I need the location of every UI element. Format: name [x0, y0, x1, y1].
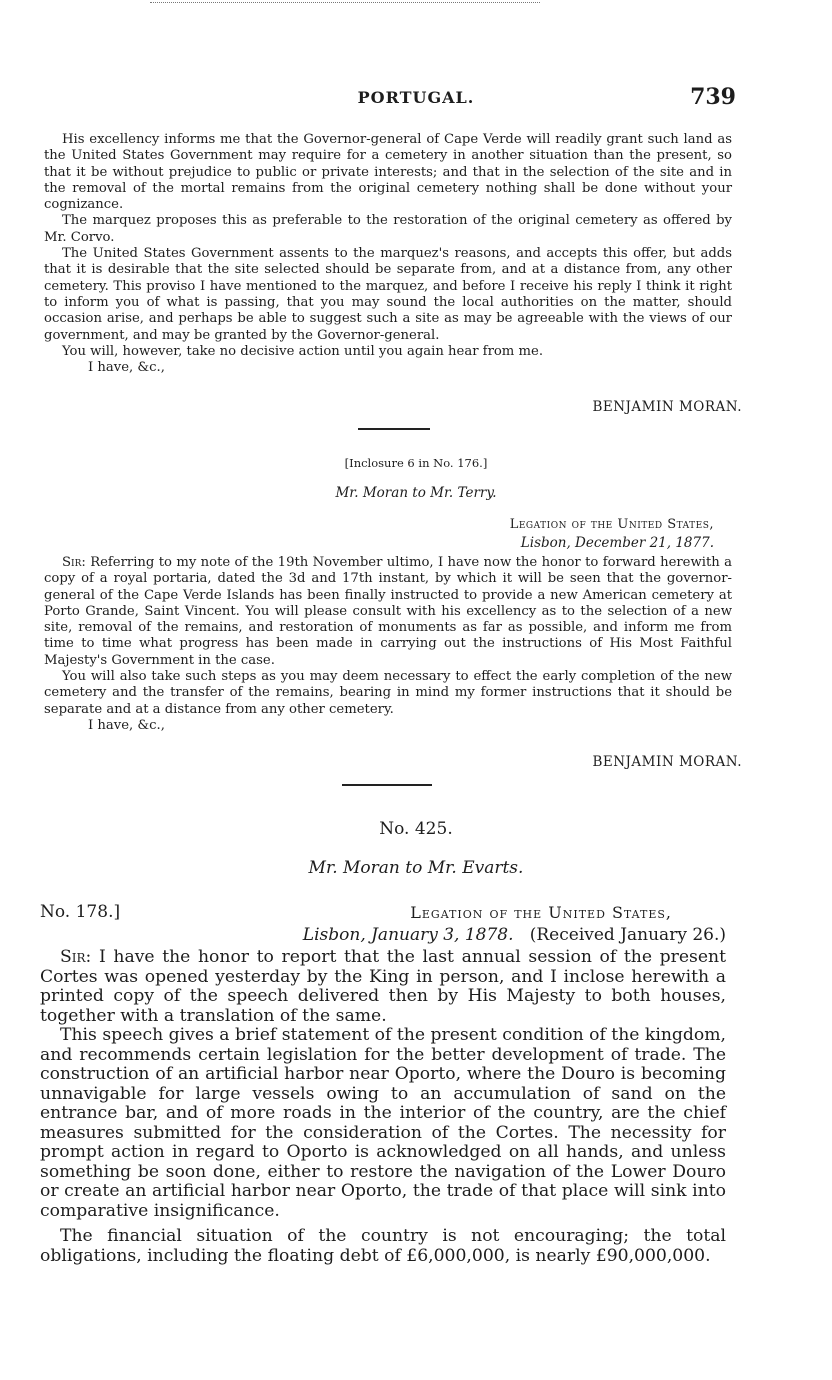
paragraph: The marquez proposes this as preferable to the restoration of the original cemetery as offered by Mr. Corvo. — [44, 213, 732, 245]
legation-line: Legation of the United States, — [509, 517, 714, 532]
running-header-title: PORTUGAL. — [357, 88, 475, 107]
letter-heading: Mr. Moran to Mr. Terry. — [335, 485, 497, 501]
paragraph: This speech gives a brief statement of the present condition of the kingdom, and recommends certain legislation for the better development of trade. The construction of an artificial harbor near Oporto, where the Douro is becoming unnavigable for large vessels owing to an accumulation of sand on the entrance bar, and of more roads in the interior of the country, are the chief measures submitted for the consideration of the Cortes. The necessity for prompt action in regard to Oporto is acknowledged on all hands, and unless something be soon done, either to restore the navigation of the Lower Douro or create an artificial harbor near Oporto, the trade of that place will sink into comparative insignificance. — [40, 1025, 726, 1221]
paragraph: Sir: Referring to my note of the 19th November ultimo, I have now the honor to forward herewith a copy of a royal portaria, dated the 3d and 17th instant, by which it will be seen that the governor-general of the Cape Verde Islands has been finally instructed to provide a new American cemetery at Porto Grande, Saint Vincent. You will please consult with his excellency as to the selection of a new site, removal of the remains, and restoration of monuments as far as possible, and inform me from time to time what progress has been made in carrying out the instructions of His Most Faithful Majesty's Government in the case. — [44, 555, 733, 668]
paragraph: Sir: I have the honor to report that the last annual session of the present Cortes was opened yesterday by the King in person, and I inclose herewith a printed copy of the speech delivered then by His Majesty to both houses, together with a translation of the same. — [40, 947, 726, 1026]
paragraph: The United States Government assents to the marquez's reasons, and accepts this offer, but adds that it is desirable that the site selected should be separate from, and at a distance from, any other cemetery. This proviso I have mentioned to the marquez, and before I receive his reply I think it right to inform you of what is passing, that you may sound the local authorities on the matter, should occasion arise, and perhaps be able to suggest such a site as may be agreeable with the views of our government, and may be granted by the Governor-general. — [44, 246, 732, 343]
page-number: 739 — [690, 84, 736, 110]
document-number: No. 425. — [379, 819, 453, 839]
letter-body — [44, 555, 732, 734]
signature: BENJAMIN MORAN. — [592, 399, 742, 415]
received-date: (Received January 26.) — [529, 925, 726, 945]
place-date: Lisbon, January 3, 1878. (Received January 26.) — [302, 925, 726, 945]
top-edge-rule — [150, 2, 540, 5]
section-divider — [342, 784, 432, 786]
place-date: Lisbon, December 21, 1877. — [520, 535, 714, 551]
salutation: Sir: — [62, 555, 86, 570]
salutation: Sir: — [60, 947, 92, 967]
paragraph: You will also take such steps as you may deem necessary to effect the early completion of the new cemetery and the transfer of the remains, bearing in mind my former instructions that it should be separate and at a distance from any other cemetery. — [44, 669, 732, 717]
paragraph: You will, however, take no decisive action until you again hear from me. — [62, 343, 544, 359]
letter-body — [40, 948, 726, 1266]
letter-heading: Mr. Moran to Mr. Evarts. — [308, 858, 524, 878]
legation-line: Legation of the United States, — [410, 903, 672, 922]
closing-formula: I have, &c., — [88, 717, 165, 733]
signature: BENJAMIN MORAN. — [592, 754, 742, 770]
section-divider — [358, 428, 430, 430]
dispatch-reference: No. 178.] — [40, 902, 121, 922]
inclosure-label: [Inclosure 6 in No. 176.] — [344, 456, 488, 470]
paragraph: His excellency informs me that the Governor-general of Cape Verde will readily grant such land as the United States Government may require for a cemetery in another situation than the present, so that it be without prejudice to public or private interests; and that in the selection of the site and in the removal of the mortal remains from the original cemetery nothing shall be done without your cognizance. — [44, 132, 732, 213]
letter-body-continued — [44, 132, 732, 376]
closing-formula: I have, &c., — [88, 360, 165, 376]
paragraph: The financial situation of the country is not encouraging; the total obligations, including the floating debt of £6,000,000, is nearly £90,000,000. — [40, 1226, 726, 1266]
